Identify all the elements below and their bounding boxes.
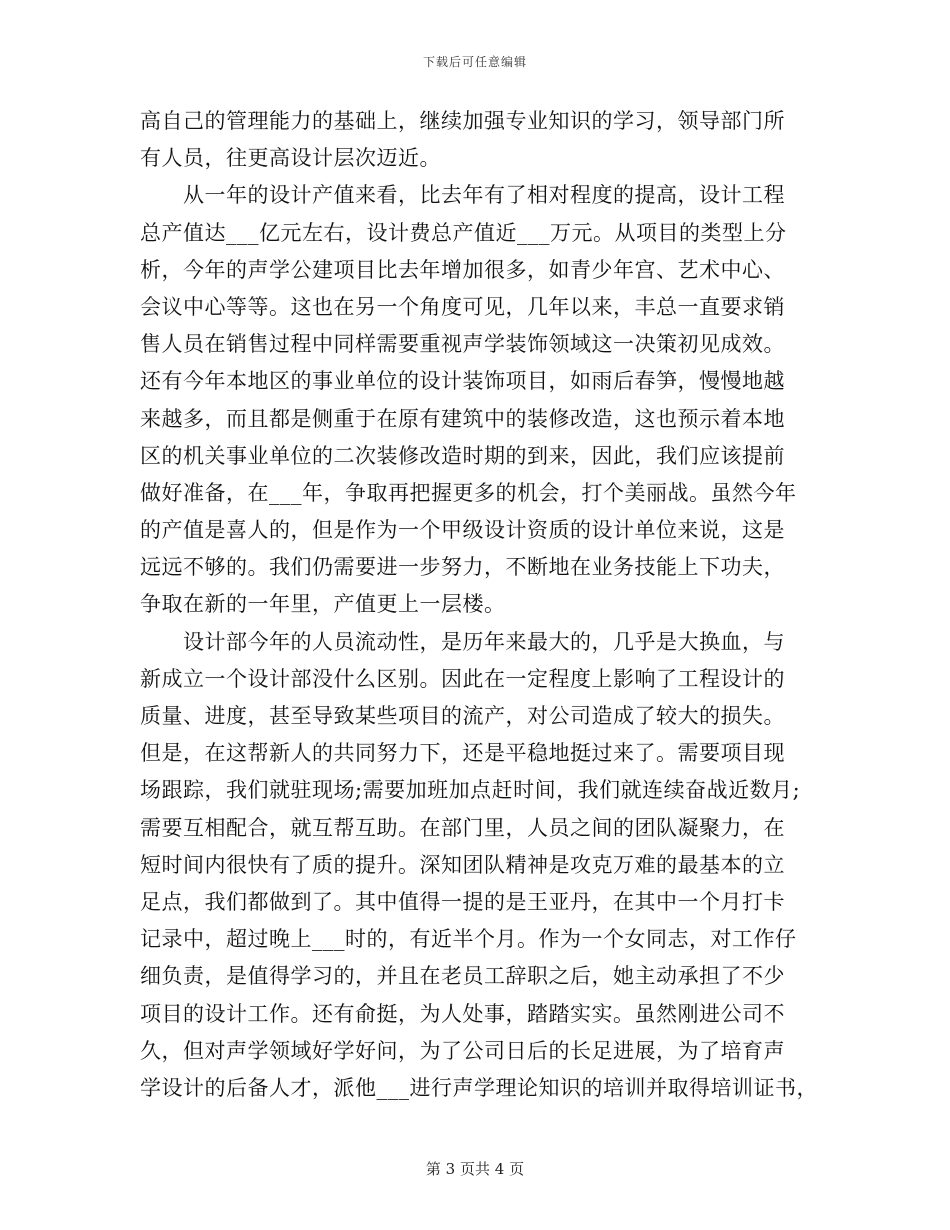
text-line: 足点，我们都做到了。其中值得一提的是王亚丹，在其中一个月打卡 xyxy=(140,889,785,914)
text-line: 从一年的设计产值来看，比去年有了相对程度的提高，设计工程 xyxy=(183,183,785,208)
text-line: 的产值是喜人的，但是作为一个甲级设计资质的设计单位来说，这是 xyxy=(140,518,785,543)
text-line: 设计部今年的人员流动性，是历年来最大的，几乎是大换血，与 xyxy=(183,629,785,654)
text-line: 久，但对声学领域好学好问，为了公司日后的长足进展，为了培育声 xyxy=(140,1038,785,1063)
text-line: 学设计的后备人才，派他___进行声学理论知识的培训并取得培训证书， xyxy=(140,1075,818,1100)
text-line: 有人员，往更高设计层次迈近。 xyxy=(140,146,441,171)
text-line: 细负责，是值得学习的，并且在老员工辞职之后，她主动承担了不少 xyxy=(140,964,785,989)
page-header: 下载后可任意编辑 xyxy=(422,55,527,69)
text-line: 项目的设计工作。还有俞挺，为人处事，踏踏实实。虽然刚进公司不 xyxy=(140,1001,785,1026)
text-line: 新成立一个设计部没什么区别。因此在一定程度上影响了工程设计的 xyxy=(140,666,785,691)
page-footer: 第 3 页共 4 页 xyxy=(425,1160,525,1178)
text-line: 需要互相配合，就互帮互助。在部门里，人员之间的团队凝聚力，在 xyxy=(140,815,785,840)
text-line: 高自己的管理能力的基础上，继续加强专业知识的学习，领导部门所 xyxy=(140,109,785,133)
document-body xyxy=(140,103,840,1107)
text-line: 来越多，而且都是侧重于在原有建筑中的装修改造，这也预示着本地 xyxy=(140,406,785,431)
text-line: 但是，在这帮新人的共同努力下，还是平稳地挺过来了。需要项目现 xyxy=(140,741,785,766)
text-line: 远远不够的。我们仍需要进一步努力，不断地在业务技能上下功夫， xyxy=(140,555,785,580)
text-line: 质量、进度，甚至导致某些项目的流产，对公司造成了较大的损失。 xyxy=(140,704,785,728)
text-line: 总产值达___亿元左右，设计费总产值近___万元。从项目的类型上分 xyxy=(140,220,787,245)
text-line: 记录中，超过晚上___时的，有近半个月。作为一个女同志，对工作仔 xyxy=(140,927,797,952)
text-line: 短时间内很快有了质的提升。深知团队精神是攻克万难的最基本的立 xyxy=(140,852,785,877)
text-line: 还有今年本地区的事业单位的设计装饰项目，如雨后春笋，慢慢地越 xyxy=(140,369,785,394)
text-line: 会议中心等等。这也在另一个角度可见，几年以来，丰总一直要求销 xyxy=(140,294,785,319)
text-line: 售人员在销售过程中同样需要重视声学装饰领域这一决策初见成效。 xyxy=(140,332,785,357)
text-line: 区的机关事业单位的二次装修改造时期的到来，因此，我们应该提前 xyxy=(140,443,785,468)
text-line: 场跟踪，我们就驻现场;需要加班加点赶时间，我们就连续奋战近数月; xyxy=(140,778,801,803)
text-line: 争取在新的一年里，产值更上一层楼。 xyxy=(140,592,506,617)
text-line: 做好准备，在___年，争取再把握更多的机会，打个美丽战。虽然今年 xyxy=(140,480,797,505)
text-line: 析，今年的声学公建项目比去年增加很多，如青少年宫、艺术中心、 xyxy=(140,257,785,282)
